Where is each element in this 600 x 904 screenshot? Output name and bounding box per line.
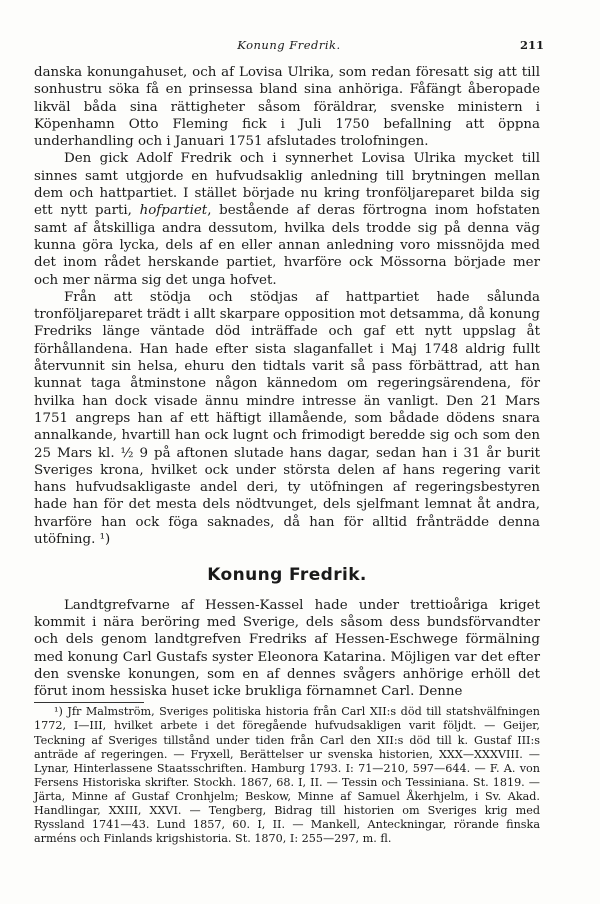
footnote-rule <box>34 702 144 703</box>
paragraph-1: danska konungahuset, och af Lovisa Ulrika, som redan föresatt sig att till sonhustru söka få en prinsessa bland sina anhöriga. Fåfängt åberopade likväl båda sina rättigheter såsom föräldrar, svenske ministern i Köpenhamn Otto Fleming fick i Juli 1750 befallning att öppna underhandling och i Januari 1751 afslutades trolofningen. <box>34 65 540 150</box>
body-text <box>34 64 540 846</box>
paragraph-2: Den gick Adolf Fredrik och i synnerhet Lovisa Ulrika mycket till sinnes samt utgjorde en hufvudsaklig anledning till brytningen mellan dem och hattpartiet. I stället började nu kring tronföljareparet bilda sig ett nytt parti, hofpartiet, bestående af deras förtrogna inom hofstaten samt af åtskilliga andra dessutom, hvilka dels trodde sig på denna väg kunna göra lycka, dels af en eller annan anledning voro missnöjda med det inom rådet herskande partiet, hvarföre ock Mössorna började mer och mer närma sig det unga hofvet. <box>34 151 540 288</box>
paragraph-3: Från att stödja och stödjas af hattpartiet hade sålunda tronföljareparet trädt i allt skarpare opposition mot detsamma, då konung Fredriks länge väntade död inträffade och gaf ett nytt uppslag åt förhållandena. Han hade efter sista slaganfallet i Maj 1748 aldrig fullt återvunnit sin helsa, ehuru den tidtals varit så pass förbättrad, att han kunnat taga åtminstone någon kännedom om regeringsärendena, för hvilka han dock visade ännu mindre intresse än vanligt. Den 21 Mars 1751 angreps han af ett häftigt illamående, som bådade dödens snara annalkande, hvartill han ock lugnt och frimodigt beredde sig och som den 25 Mars kl. ½ 9 på aftonen slutade hans dagar, sedan han i 31 år burit Sveriges krona, hvilket ock under största delen af hans regering varit hans hufvudsakligaste andel deri, ty utöfningen af regeringsbestyren hade han för det mesta dels nödtvunget, dels sjelfmant lemnat åt andra, hvarföre han ock föga saknades, då han för alltid frånträdde denna utöfning. ¹) <box>34 289 540 548</box>
section-paragraph: Landtgrefvarne af Hessen-Kassel hade under trettioåriga kriget kommit i nära beröring med Sverige, dels såsom dess bundsförvandter och dels genom landtgrefven Fredriks af Hessen-Eschwege förmälning med konung Carl Gustafs syster Eleonora Katarina. Möjligen var det efter den svenske konungen, som en af dennes svågers anhörige erhöll det förut inom hessiska huset icke brukliga förnamnet Carl. Denne <box>34 597 540 700</box>
footnote-text: Jfr Malmström, Sveriges politiska historia från Carl XII:s död till statshvälfningen 1772, I—III, hvilket arbete i det föregående hufvudsakligen varit följdt. — Geijer, Teckning af Sveriges tillstånd under tiden från Carl den XII:s död till k. Gustaf III:s anträde af regeringen. — Fryxell, Berättelser ur svenska historien, XXX—XXXVIII. — Lynar, Hinterlassene Staatsschriften. Hamburg 1793. I: 71—210, 597—644. — F. A. von Fersens Historiska skrifter. Stockh. 1867, 68. I, II. — Tessin och Tessiniana. St. 1819. — Järta, Minne af Gustaf Cronhjelm; Beskow, Minne af Samuel Åkerhjelm, i Sv. Akad. Handlingar, XXIII, XXVI. — Tengberg, Bidrag till historien om Sveriges krig med Ryssland 1741—43. Lund 1857, 60. I, II. — Mankell, Anteckningar, rörande finska arméns och Finlands krigshistoria. St. 1870, I: 255—297, m. fl. <box>34 705 540 846</box>
running-title: Konung Fredrik. <box>237 38 341 52</box>
page-number: 211 <box>519 38 544 52</box>
page-header <box>34 38 544 58</box>
italic-term: hofpartiet <box>139 203 208 219</box>
section-title: Konung Fredrik. <box>207 565 367 586</box>
footnote-mark: ¹) <box>54 705 63 719</box>
footnote <box>34 705 540 846</box>
